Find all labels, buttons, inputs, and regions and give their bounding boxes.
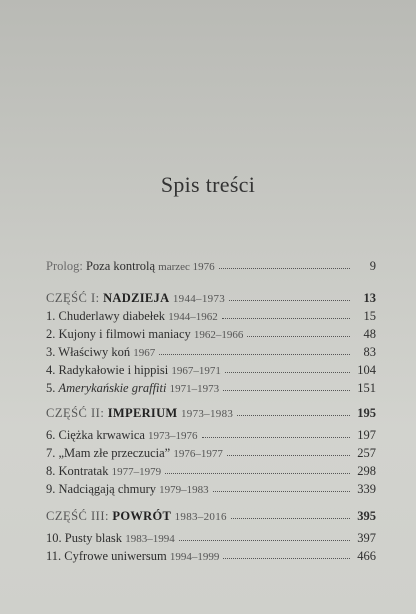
page-number: 104: [357, 363, 376, 377]
leader-dots: [237, 404, 350, 416]
toc-entry-chapter-7: [46, 445, 376, 463]
page-number: 197: [357, 428, 376, 442]
part-years: 1973–1983: [180, 408, 234, 420]
chapter-title: Właściwy koń: [58, 345, 131, 359]
chapter-number: 7.: [46, 446, 56, 460]
chapter-number: 3.: [46, 345, 56, 359]
part-prefix: CZĘŚĆ II:: [46, 406, 105, 420]
toc-entry-part-3: [46, 508, 376, 526]
chapter-years: 1962–1966: [193, 329, 244, 341]
page-number: 83: [363, 345, 376, 359]
part-years: 1944–1973: [172, 293, 226, 305]
chapter-title: Chuderlawy diabełek: [58, 309, 166, 323]
toc-entry-chapter-3: [46, 344, 376, 362]
prolog-years: marzec 1976: [158, 261, 215, 273]
chapter-title: Cyfrowe uniwersum: [64, 549, 167, 563]
leader-dots: [219, 257, 350, 269]
prolog-title: Poza kontrolą: [85, 259, 156, 273]
chapter-number: 1.: [46, 309, 56, 323]
page-number: 151: [357, 381, 376, 395]
chapter-years: 1994–1999: [169, 551, 220, 563]
chapter-years: 1977–1979: [111, 466, 162, 478]
leader-dots: [159, 343, 350, 355]
part-title: IMPERIUM: [107, 406, 178, 420]
chapter-title: „Mam złe przeczucia”: [58, 446, 171, 460]
chapter-number: 2.: [46, 327, 56, 341]
chapter-years: 1973–1976: [148, 430, 198, 442]
chapter-title: Kujony i filmowi maniacy: [58, 327, 191, 341]
chapter-years: 1967: [133, 347, 156, 359]
page-number: 397: [357, 531, 376, 545]
chapter-years: 1979–1983: [159, 484, 209, 496]
leader-dots: [223, 379, 350, 391]
leader-dots: [229, 289, 350, 301]
page-number: 298: [357, 464, 376, 478]
chapter-number: 10.: [46, 531, 62, 545]
leader-dots: [225, 361, 350, 373]
toc-entry-chapter-8: [46, 463, 376, 481]
page-number: 13: [363, 291, 376, 305]
toc-entry-chapter-9: [46, 481, 376, 499]
prolog-prefix: Prolog:: [46, 259, 83, 273]
toc-entry-chapter-1: [46, 308, 376, 326]
page-title: Spis treści: [160, 172, 256, 197]
chapter-years: 1971–1973: [169, 383, 220, 395]
toc-entry-chapter-5: [46, 380, 376, 398]
page-number: 257: [357, 446, 376, 460]
toc-entry-chapter-2: [46, 326, 376, 344]
chapter-title: Ciężka krwawica: [58, 428, 145, 442]
chapter-title: Radykałowie i hippisi: [58, 363, 169, 377]
chapter-years: 1983–1994: [125, 533, 175, 545]
part-years: 1983–2016: [174, 511, 227, 523]
chapter-title: Kontratak: [58, 464, 109, 478]
toc-entry-chapter-4: [46, 362, 376, 380]
leader-dots: [227, 444, 350, 456]
chapter-title: Amerykańskie graffiti: [58, 381, 167, 395]
leader-dots: [202, 426, 350, 438]
toc-entry-prolog: [46, 258, 376, 276]
toc-entry-part-1: [46, 290, 376, 308]
page-number: 9: [369, 259, 376, 273]
toc-entry-chapter-6: [46, 427, 376, 445]
page-number: 339: [357, 482, 376, 496]
chapter-years: 1967–1971: [171, 365, 221, 377]
chapter-number: 9.: [46, 482, 56, 496]
toc-entry-chapter-11: [46, 548, 376, 566]
chapter-number: 11.: [46, 549, 62, 563]
page-number: 466: [357, 549, 376, 563]
toc-entry-part-2: [46, 405, 376, 423]
chapter-number: 5.: [46, 381, 56, 395]
part-title: POWRÓT: [112, 509, 172, 523]
leader-dots: [179, 529, 350, 541]
leader-dots: [165, 462, 350, 474]
leader-dots: [231, 507, 350, 519]
page-number: 48: [363, 327, 376, 341]
page-number: 195: [357, 406, 376, 420]
leader-dots: [222, 307, 350, 319]
part-prefix: CZĘŚĆ III:: [46, 509, 109, 523]
part-prefix: CZĘŚĆ I:: [46, 291, 100, 305]
part-title: NADZIEJA: [103, 291, 170, 305]
chapter-number: 8.: [46, 464, 56, 478]
chapter-number: 6.: [46, 428, 56, 442]
leader-dots: [247, 325, 350, 337]
page-number: 395: [357, 509, 376, 523]
chapter-number: 4.: [46, 363, 56, 377]
chapter-years: 1976–1977: [173, 448, 223, 460]
leader-dots: [223, 547, 350, 559]
toc-entry-chapter-10: [46, 530, 376, 548]
chapter-title: Nadciągają chmury: [58, 482, 157, 496]
chapter-title: Pusty blask: [64, 531, 123, 545]
chapter-years: 1944–1962: [168, 311, 218, 323]
leader-dots: [213, 480, 350, 492]
page-number: 15: [363, 309, 376, 323]
